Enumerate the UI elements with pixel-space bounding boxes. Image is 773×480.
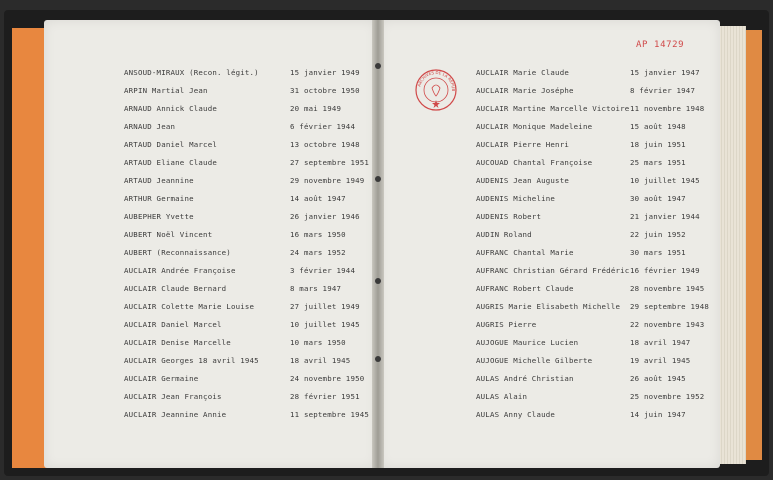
- register-entry-name: AUCLAIR Marie Claude: [476, 68, 569, 77]
- register-entry-date: 8 février 1947: [630, 86, 696, 95]
- page-edge-stack: [716, 26, 746, 464]
- register-entry-name: AUJOGUE Michelle Gilberte: [476, 356, 593, 365]
- reference-number: AP 14729: [636, 40, 685, 50]
- register-entry-date: 22 novembre 1943: [630, 320, 705, 329]
- register-entry-date: 8 mars 1947: [290, 284, 342, 293]
- register-entry-date: 29 novembre 1949: [290, 176, 365, 185]
- register-entry-name: AUCLAIR Daniel Marcel: [124, 320, 222, 329]
- register-entry-date: 10 mars 1950: [290, 338, 346, 347]
- register-entry-date: 14 août 1947: [290, 194, 346, 203]
- register-entry-name: AUJOGUE Maurice Lucien: [476, 338, 579, 347]
- register-entry-date: 26 janvier 1946: [290, 212, 360, 221]
- register-entry-date: 24 novembre 1950: [290, 374, 365, 383]
- register-entry-name: AUCLAIR Claude Bernard: [124, 284, 227, 293]
- register-entry-name: ARTAUD Daniel Marcel: [124, 140, 217, 149]
- register-entry-name: AUCOUAD Chantal Françoise: [476, 158, 593, 167]
- register-entry-name: ARTAUD Jeannine: [124, 176, 194, 185]
- register-entry-name: AUCLAIR Marie Joséphe: [476, 86, 574, 95]
- register-entry-name: AUCLAIR Colette Marie Louise: [124, 302, 255, 311]
- register-entry-name: AUCLAIR Germaine: [124, 374, 199, 383]
- register-entry-date: 3 février 1944: [290, 266, 356, 275]
- register-entry-name: AUFRANC Christian Gérard Frédéric: [476, 266, 630, 275]
- register-entry-date: 28 novembre 1945: [630, 284, 705, 293]
- register-entry-date: 21 janvier 1944: [630, 212, 700, 221]
- register-entry-name: AUCLAIR Pierre Henri: [476, 140, 569, 149]
- binding-ring: [375, 63, 381, 69]
- register-entry-date: 30 mars 1951: [630, 248, 686, 257]
- binding-ring: [375, 176, 381, 182]
- register-entry-date: 25 mars 1951: [630, 158, 686, 167]
- register-entry-date: 15 janvier 1947: [630, 68, 700, 77]
- register-entry-date: 18 avril 1947: [630, 338, 691, 347]
- register-entry-name: AULAS André Christian: [476, 374, 574, 383]
- register-entry-name: AUBERT Noël Vincent: [124, 230, 213, 239]
- register-entry-date: 11 novembre 1948: [630, 104, 705, 113]
- register-entry-date: 29 septembre 1948: [630, 302, 710, 311]
- register-entry-name: AUCLAIR Monique Madeleine: [476, 122, 593, 131]
- register-entry-name: AUGRIS Marie Elisabeth Michelle: [476, 302, 621, 311]
- register-entry-name: AUDENIS Robert: [476, 212, 542, 221]
- register-entry-date: 24 mars 1952: [290, 248, 346, 257]
- book-gutter: [372, 20, 384, 468]
- register-entry-name: AUCLAIR Jeannine Annie: [124, 410, 227, 419]
- register-entry-date: 26 août 1945: [630, 374, 686, 383]
- register-entry-date: 30 août 1947: [630, 194, 686, 203]
- register-entry-date: 14 juin 1947: [630, 410, 686, 419]
- register-entry-date: 20 mai 1949: [290, 104, 342, 113]
- register-entry-name: ANSOUD-MIRAUX (Recon. légit.): [124, 68, 259, 77]
- register-entry-name: AUCLAIR Andrée Françoise: [124, 266, 236, 275]
- register-entry-date: 15 janvier 1949: [290, 68, 360, 77]
- register-entry-name: AUBERT (Reconnaissance): [124, 248, 231, 257]
- register-entry-name: AUDENIS Micheline: [476, 194, 556, 203]
- register-entry-date: 27 juillet 1949: [290, 302, 360, 311]
- register-entry-name: AUCLAIR Georges 18 avril 1945: [124, 356, 259, 365]
- register-entry-date: 11 septembre 1945: [290, 410, 370, 419]
- register-entry-name: ARNAUD Jean: [124, 122, 176, 131]
- register-entry-date: 28 février 1951: [290, 392, 360, 401]
- register-entry-date: 13 octobre 1948: [290, 140, 360, 149]
- register-entry-name: AUDIN Roland: [476, 230, 532, 239]
- register-entry-name: AULAS Anny Claude: [476, 410, 556, 419]
- register-entry-date: 25 novembre 1952: [630, 392, 705, 401]
- register-entry-name: ARTHUR Germaine: [124, 194, 194, 203]
- register-entry-date: 19 avril 1945: [630, 356, 691, 365]
- register-entry-name: AUCLAIR Denise Marcelle: [124, 338, 231, 347]
- register-entry-date: 15 août 1948: [630, 122, 686, 131]
- archive-stamp-icon: [414, 68, 458, 112]
- register-entry-name: AUCLAIR Martine Marcelle Victoire: [476, 104, 630, 113]
- register-entry-name: ARPIN Martial Jean: [124, 86, 208, 95]
- register-entry-date: 16 mars 1950: [290, 230, 346, 239]
- svg-text:ARCHIVES DE LA REPUBLIQUE: ARCHIVES DE LA REPUB: [416, 69, 457, 92]
- register-entry-date: 18 avril 1945: [290, 356, 351, 365]
- register-entry-name: ARTAUD Eliane Claude: [124, 158, 217, 167]
- register-entry-date: 27 septembre 1951: [290, 158, 370, 167]
- register-entry-name: AUGRIS Pierre: [476, 320, 537, 329]
- register-entry-date: 22 juin 1952: [630, 230, 686, 239]
- register-entry-name: AUBEPHER Yvette: [124, 212, 194, 221]
- register-entry-name: AULAS Alain: [476, 392, 528, 401]
- register-entry-date: 16 février 1949: [630, 266, 700, 275]
- register-entry-date: 6 février 1944: [290, 122, 356, 131]
- register-entry-name: AUDENIS Jean Auguste: [476, 176, 569, 185]
- register-entry-name: AUFRANC Chantal Marie: [476, 248, 574, 257]
- binding-ring: [375, 356, 381, 362]
- register-entry-date: 18 juin 1951: [630, 140, 686, 149]
- register-entry-name: ARNAUD Annick Claude: [124, 104, 217, 113]
- register-entry-date: 10 juillet 1945: [290, 320, 360, 329]
- register-entry-date: 31 octobre 1950: [290, 86, 360, 95]
- register-entry-name: AUCLAIR Jean François: [124, 392, 222, 401]
- register-entry-date: 10 juillet 1945: [630, 176, 700, 185]
- binding-ring: [375, 278, 381, 284]
- register-entry-name: AUFRANC Robert Claude: [476, 284, 574, 293]
